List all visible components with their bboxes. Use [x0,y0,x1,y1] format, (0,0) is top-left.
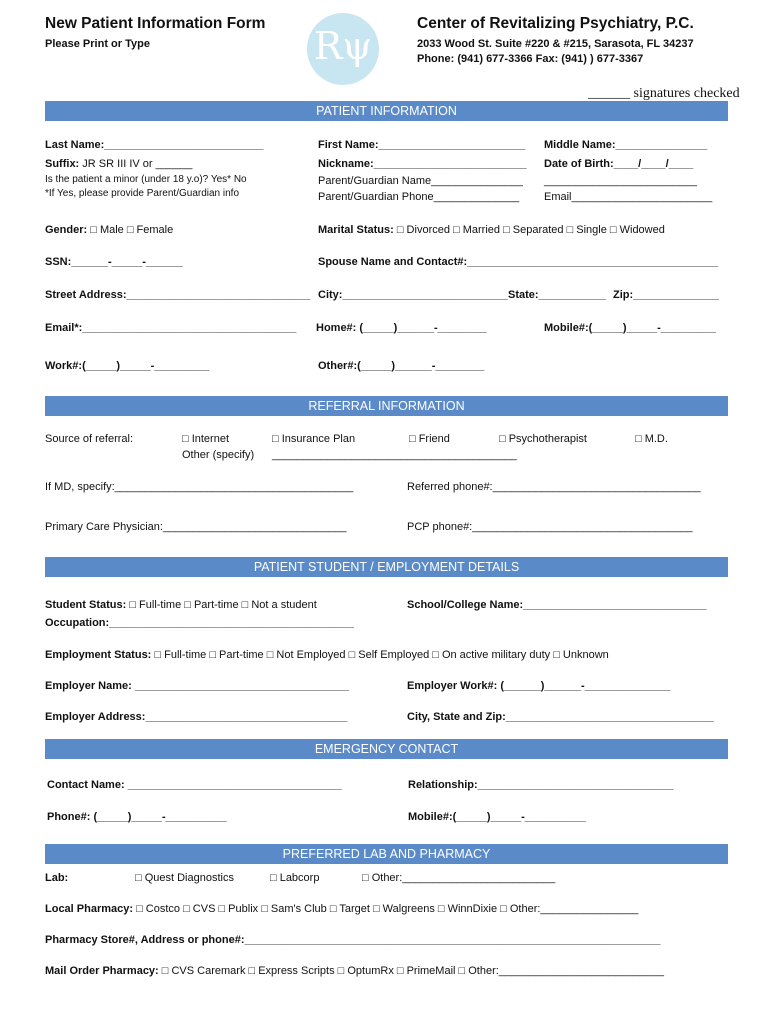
primary-care-physician-field[interactable]: Primary Care Physician:______________________________ [45,521,347,533]
signatures-checked: ______ signatures checked [588,86,740,101]
md-specify-field[interactable]: If MD, specify:_______________________________________ [45,481,354,493]
city-field[interactable]: City:___________________________ [318,289,508,301]
marital-label: Marital Status: [318,224,394,236]
referral-insurance-option[interactable]: □ Insurance Plan [272,433,356,445]
city-state-zip-field[interactable]: City, State and Zip:__________________________________ [407,711,714,723]
mail-order-options[interactable]: □ CVS Caremark □ Express Scripts □ OptumRx □ PrimeMail □ Other:___________________________ [161,965,664,977]
pharmacy-store-field[interactable]: Pharmacy Store#, Address or phone#:____________________________________________________________________ [45,934,661,946]
lab-quest-option[interactable]: □ Quest Diagnostics [135,872,234,884]
suffix-field[interactable] [45,158,192,170]
employer-name-field[interactable]: Employer Name: ___________________________________ [45,680,349,692]
logo-monogram: Rψ [313,24,373,68]
suffix-options: JR SR III IV or ______ [82,158,193,170]
state-field[interactable]: State:___________ [508,289,606,301]
student-status-field[interactable] [45,599,317,611]
minor-note: *If Yes, please provide Parent/Guardian info [45,188,240,199]
emergency-mobile-field[interactable]: Mobile#:(_____)_____-__________ [408,811,586,823]
section-emergency-contact: EMERGENCY CONTACT [45,739,728,759]
guardian-name-field[interactable]: Parent/Guardian Name_______________ [318,175,523,187]
work-phone-field[interactable]: Work#:(_____)_____-_________ [45,360,210,372]
minor-question[interactable]: Is the patient a minor (under 18 y.o)? Yes* No [45,174,247,185]
referral-psychotherapist-option[interactable]: □ Psychotherapist [499,433,587,445]
practice-name: Center of Revitalizing Psychiatry, P.C. [417,15,694,32]
employment-status-options[interactable]: □ Full-time □ Part-time □ Not Employed □ Self Employed □ On active military duty □ Unknown [154,649,609,661]
secondary-email-field[interactable]: Email_______________________ [544,191,713,203]
section-lab-pharmacy: PREFERRED LAB AND PHARMACY [45,844,728,864]
last-name-field[interactable]: Last Name:__________________________ [45,139,264,151]
referral-friend-option[interactable]: □ Friend [409,433,450,445]
student-status-options[interactable]: □ Full-time □ Part-time □ Not a student [129,599,317,611]
street-address-field[interactable]: Street Address:______________________________ [45,289,311,301]
mail-order-pharmacy-field[interactable] [45,965,664,977]
referral-other-specify[interactable]: Other (specify) [182,449,255,461]
zip-field[interactable]: Zip:______________ [613,289,719,301]
referral-internet-option[interactable]: □ Internet [182,433,230,445]
relationship-field[interactable]: Relationship:________________________________ [408,779,674,791]
section-student-employment: PATIENT STUDENT / EMPLOYMENT DETAILS [45,557,728,577]
marital-options[interactable]: □ Divorced □ Married □ Separated □ Single □ Widowed [396,224,665,236]
gender-label: Gender: [45,224,88,236]
print-instruction: Please Print or Type [45,38,150,50]
employer-address-field[interactable]: Employer Address:_________________________________ [45,711,348,723]
contact-name-field[interactable]: Contact Name: ___________________________________ [47,779,342,791]
local-pharmacy-options[interactable]: □ Costco □ CVS □ Publix □ Sam's Club □ Target □ Walgreens □ WinnDixie □ Other:________________ [136,903,639,915]
lab-labcorp-option[interactable]: □ Labcorp [270,872,320,884]
mail-order-label: Mail Order Pharmacy: [45,965,159,977]
local-pharmacy-label: Local Pharmacy: [45,903,134,915]
school-name-field[interactable]: School/College Name:______________________________ [407,599,707,611]
form-title: New Patient Information Form [45,15,266,32]
emergency-phone-field[interactable]: Phone#: (_____)_____-__________ [47,811,227,823]
other-phone-field[interactable]: Other#:(_____)______-________ [318,360,485,372]
lab-other-option[interactable]: □ Other:_________________________ [362,872,556,884]
spouse-contact-field[interactable]: Spouse Name and Contact#:_________________________________________ [318,256,718,268]
referral-other-blank[interactable]: ________________________________________ [272,449,517,461]
date-of-birth-field[interactable]: Date of Birth:____/____/____ [544,158,694,170]
student-status-label: Student Status: [45,599,127,611]
referral-md-option[interactable]: □ M.D. [635,433,668,445]
gender-field[interactable] [45,224,173,236]
occupation-field[interactable]: Occupation:________________________________________ [45,617,354,629]
lab-label: Lab: [45,872,69,884]
middle-name-field[interactable]: Middle Name:_______________ [544,139,708,151]
first-name-field[interactable]: First Name:________________________ [318,139,526,151]
section-patient-information: PATIENT INFORMATION [45,101,728,121]
practice-logo [307,13,379,85]
extra-blank-line[interactable]: _________________________ [544,175,697,187]
practice-address: 2033 Wood St. Suite #220 & #215, Sarasota, FL 34237 [417,38,694,50]
referral-source-label: Source of referral: [45,433,134,445]
nickname-field[interactable]: Nickname:_________________________ [318,158,527,170]
employment-status-label: Employment Status: [45,649,152,661]
gender-options[interactable]: □ Male □ Female [90,224,174,236]
practice-phone-fax: Phone: (941) 677-3366 Fax: (941) ) 677-3367 [417,53,644,65]
suffix-label: Suffix: [45,158,80,170]
ssn-field[interactable]: SSN:______-_____-______ [45,256,183,268]
home-phone-field[interactable]: Home#: (_____)______-________ [316,322,487,334]
pcp-phone-field[interactable]: PCP phone#:____________________________________ [407,521,693,533]
employment-status-field[interactable] [45,649,609,661]
local-pharmacy-field[interactable] [45,903,638,915]
referred-phone-field[interactable]: Referred phone#:__________________________________ [407,481,701,493]
employer-work-phone-field[interactable]: Employer Work#: (______)______-______________ [407,680,671,692]
mobile-phone-field[interactable]: Mobile#:(_____)_____-_________ [544,322,716,334]
section-referral-information: REFERRAL INFORMATION [45,396,728,416]
guardian-phone-field[interactable]: Parent/Guardian Phone______________ [318,191,520,203]
email-field[interactable]: Email*:___________________________________ [45,322,297,334]
marital-status-field[interactable] [318,224,665,236]
